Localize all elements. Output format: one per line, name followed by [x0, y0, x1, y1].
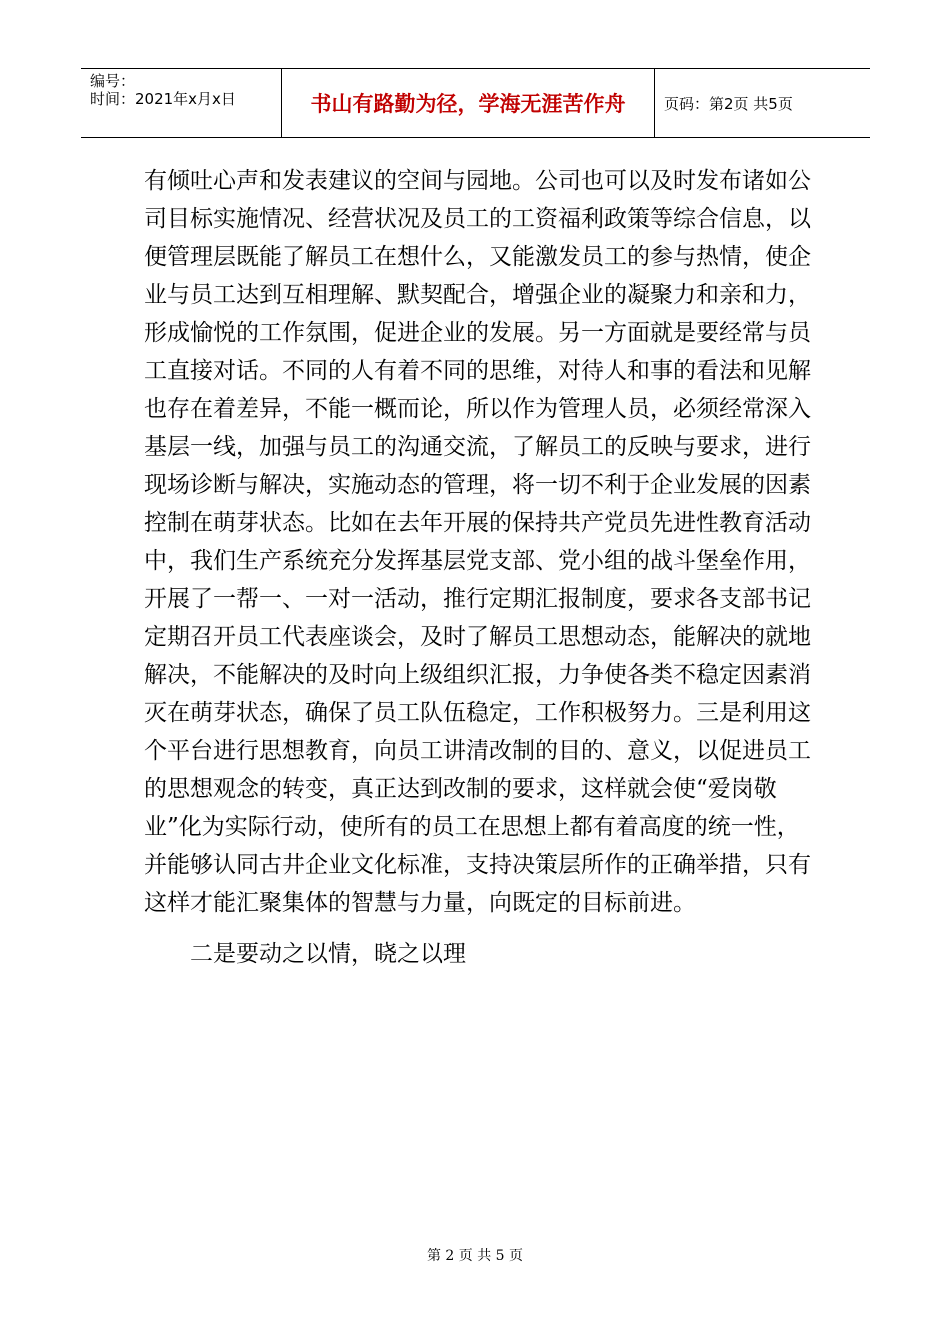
header-motto: 书山有路勤为径，学海无涯苦作舟 — [282, 69, 655, 137]
page-header — [81, 68, 870, 138]
text-line: 并能够认同古井企业文化标准，支持决策层所作的正确举措，只有 — [144, 852, 811, 878]
text-line: 业”化为实际行动，使所有的员工在思想上都有着高度的统一性， — [144, 814, 800, 840]
text-line: 司目标实施情况、经营状况及员工的工资福利政策等综合信息，以 — [144, 206, 811, 232]
text-line: 定期召开员工代表座谈会，及时了解员工思想动态，能解决的就地 — [144, 624, 811, 650]
section-heading: 二是要动之以情，晓之以理 — [190, 941, 466, 967]
page-footer: 第 2 页 共 5 页 — [426, 1248, 524, 1264]
time-label: 时间：2021年x月x日 — [90, 90, 236, 108]
text-line: 开展了一帮一、一对一活动，推行定期汇报制度，要求各支部书记 — [144, 586, 811, 612]
body-text — [144, 162, 824, 973]
text-line: 业与员工达到互相理解、默契配合，增强企业的凝聚力和亲和力， — [144, 282, 811, 308]
text-line: 基层一线，加强与员工的沟通交流，了解员工的反映与要求，进行 — [144, 434, 811, 460]
text-line: 这样才能汇聚集体的智慧与力量，向既定的目标前进。 — [144, 890, 696, 916]
text-line: 有倾吐心声和发表建议的空间与园地。公司也可以及时发布诸如公 — [144, 168, 811, 194]
header-page-info: 页码：第2页 共5页 — [664, 94, 793, 113]
text-line: 也存在着差异，不能一概而论，所以作为管理人员，必须经常深入 — [144, 396, 811, 422]
text-line: 的思想观念的转变，真正达到改制的要求，这样就会使“爱岗敬 — [144, 776, 777, 802]
header-meta — [81, 69, 282, 137]
text-line: 灭在萌芽状态，确保了员工队伍稳定，工作积极努力。三是利用这 — [144, 700, 811, 726]
text-line: 便管理层既能了解员工在想什么，又能激发员工的参与热情，使企 — [144, 244, 811, 270]
text-line: 个平台进行思想教育，向员工讲清改制的目的、意义，以促进员工 — [144, 738, 811, 764]
text-line: 解决，不能解决的及时向上级组织汇报，力争使各类不稳定因素消 — [144, 662, 811, 688]
text-line: 控制在萌芽状态。比如在去年开展的保持共产党员先进性教育活动 — [144, 510, 811, 536]
text-line: 工直接对话。不同的人有着不同的思维，对待人和事的看法和见解 — [144, 358, 811, 384]
text-line: 现场诊断与解决，实施动态的管理，将一切不利于企业发展的因素 — [144, 472, 811, 498]
number-label: 编号： — [90, 72, 136, 90]
text-line: 中，我们生产系统充分发挥基层党支部、党小组的战斗堡垒作用， — [144, 548, 811, 574]
text-line: 形成愉悦的工作氛围，促进企业的发展。另一方面就是要经常与员 — [144, 320, 811, 346]
